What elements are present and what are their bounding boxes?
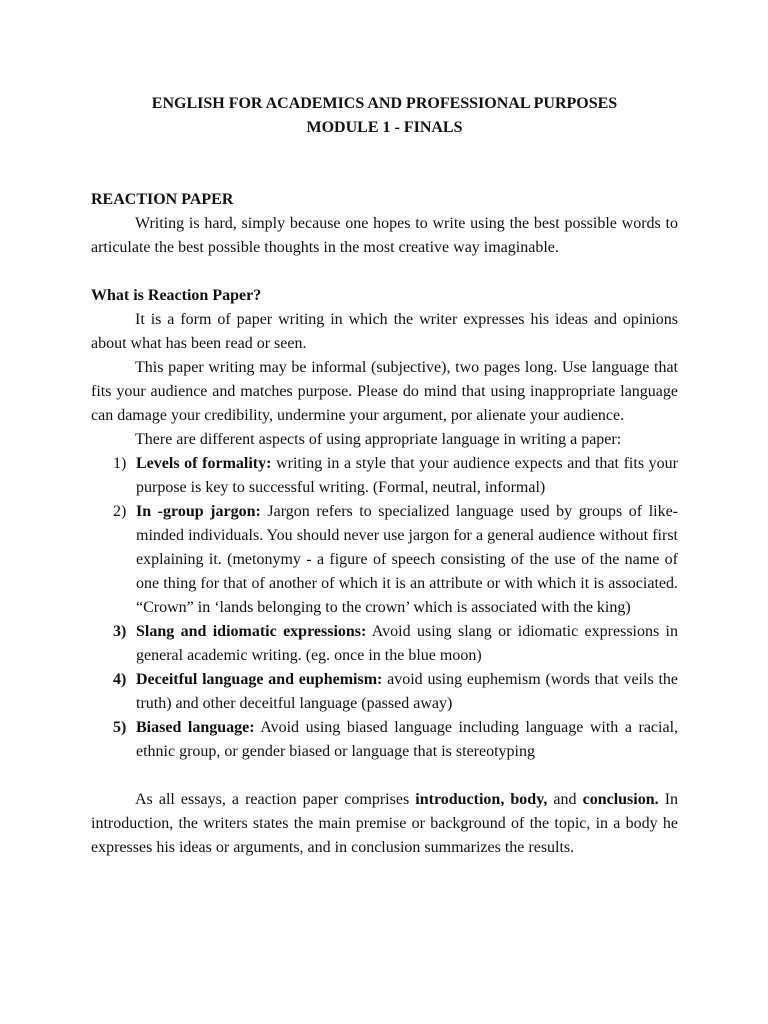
conclusion-text: As all essays, a reaction paper comprises	[135, 791, 416, 808]
conclusion-bold-parts: introduction, body,	[415, 791, 548, 808]
section-heading: REACTION PAPER	[91, 191, 234, 208]
spacer	[91, 764, 678, 788]
list-number: 2)	[113, 503, 127, 520]
list-item	[91, 620, 678, 668]
conclusion-paragraph	[91, 788, 678, 860]
list-number: 4)	[113, 671, 127, 688]
aspect-text: Jargon refers to specialized language used by groups of like-minded individuals. You should never use jargon for a general audience without first explaining it. (metonymy - a figure of speech consisting of the use of the name of one thing for that of another of which it is an attribute or with which it is associated. “Crown” in ‘lands belonging to the crown’ which is associated with the king)	[136, 503, 679, 616]
aspect-term: In -group jargon:	[136, 503, 261, 520]
module-subtitle: MODULE 1 - FINALS	[306, 119, 463, 136]
list-item	[91, 452, 678, 500]
aspect-text: avoid using euphemism (words that veils the truth) and other deceitful language (passed away)	[136, 671, 678, 712]
spacer	[91, 140, 678, 188]
list-number: 3)	[113, 623, 127, 640]
aspect-term: Biased language:	[136, 719, 255, 736]
subsection-heading: What is Reaction Paper?	[91, 287, 262, 304]
list-item	[91, 668, 678, 716]
list-item	[91, 716, 678, 764]
aspect-term: Deceitful language and euphemism:	[136, 671, 383, 688]
conclusion-text: In introduction, the writers states the main premise or background of the topic, in a body he expresses his ideas or arguments, and in conclusion summarizes the results.	[91, 791, 679, 856]
document-title: ENGLISH FOR ACADEMICS AND PROFESSIONAL PURPOSES	[151, 95, 618, 112]
intro-paragraph: Writing is hard, simply because one hopes to write using the best possible words to articulate the best possible thoughts in the most creative way imaginable.	[91, 215, 678, 256]
conclusion-text: and	[547, 791, 583, 808]
spacer	[91, 260, 678, 284]
conclusion-bold-parts: conclusion.	[582, 791, 659, 808]
aspect-term: Levels of formality:	[136, 455, 272, 472]
list-number: 1)	[113, 455, 127, 472]
aspect-term: Slang and idiomatic expressions:	[136, 623, 367, 640]
aspect-text: writing in a style that your audience expects and that fits your purpose is key to successful writing. (Formal, neutral, informal)	[136, 455, 679, 496]
format-paragraph: This paper writing may be informal (subjective), two pages long. Use language that fits your audience and matches purpose. Please do mind that using inappropriate language can damage your credibility, undermine your argument, por alienate your audience.	[91, 359, 678, 424]
aspect-text: Avoid using slang or idiomatic expressions in general academic writing. (eg. once in the blue moon)	[136, 623, 679, 664]
list-number: 5)	[113, 719, 127, 736]
definition-paragraph: It is a form of paper writing in which the writer expresses his ideas and opinions about what has been read or seen.	[91, 311, 678, 352]
list-item	[91, 500, 678, 620]
aspects-intro-paragraph: There are different aspects of using appropriate language in writing a paper:	[135, 431, 622, 448]
aspect-text: Avoid using biased language including language with a racial, ethnic group, or gender biased or language that is stereotyping	[136, 719, 679, 760]
aspects-list	[91, 452, 678, 764]
